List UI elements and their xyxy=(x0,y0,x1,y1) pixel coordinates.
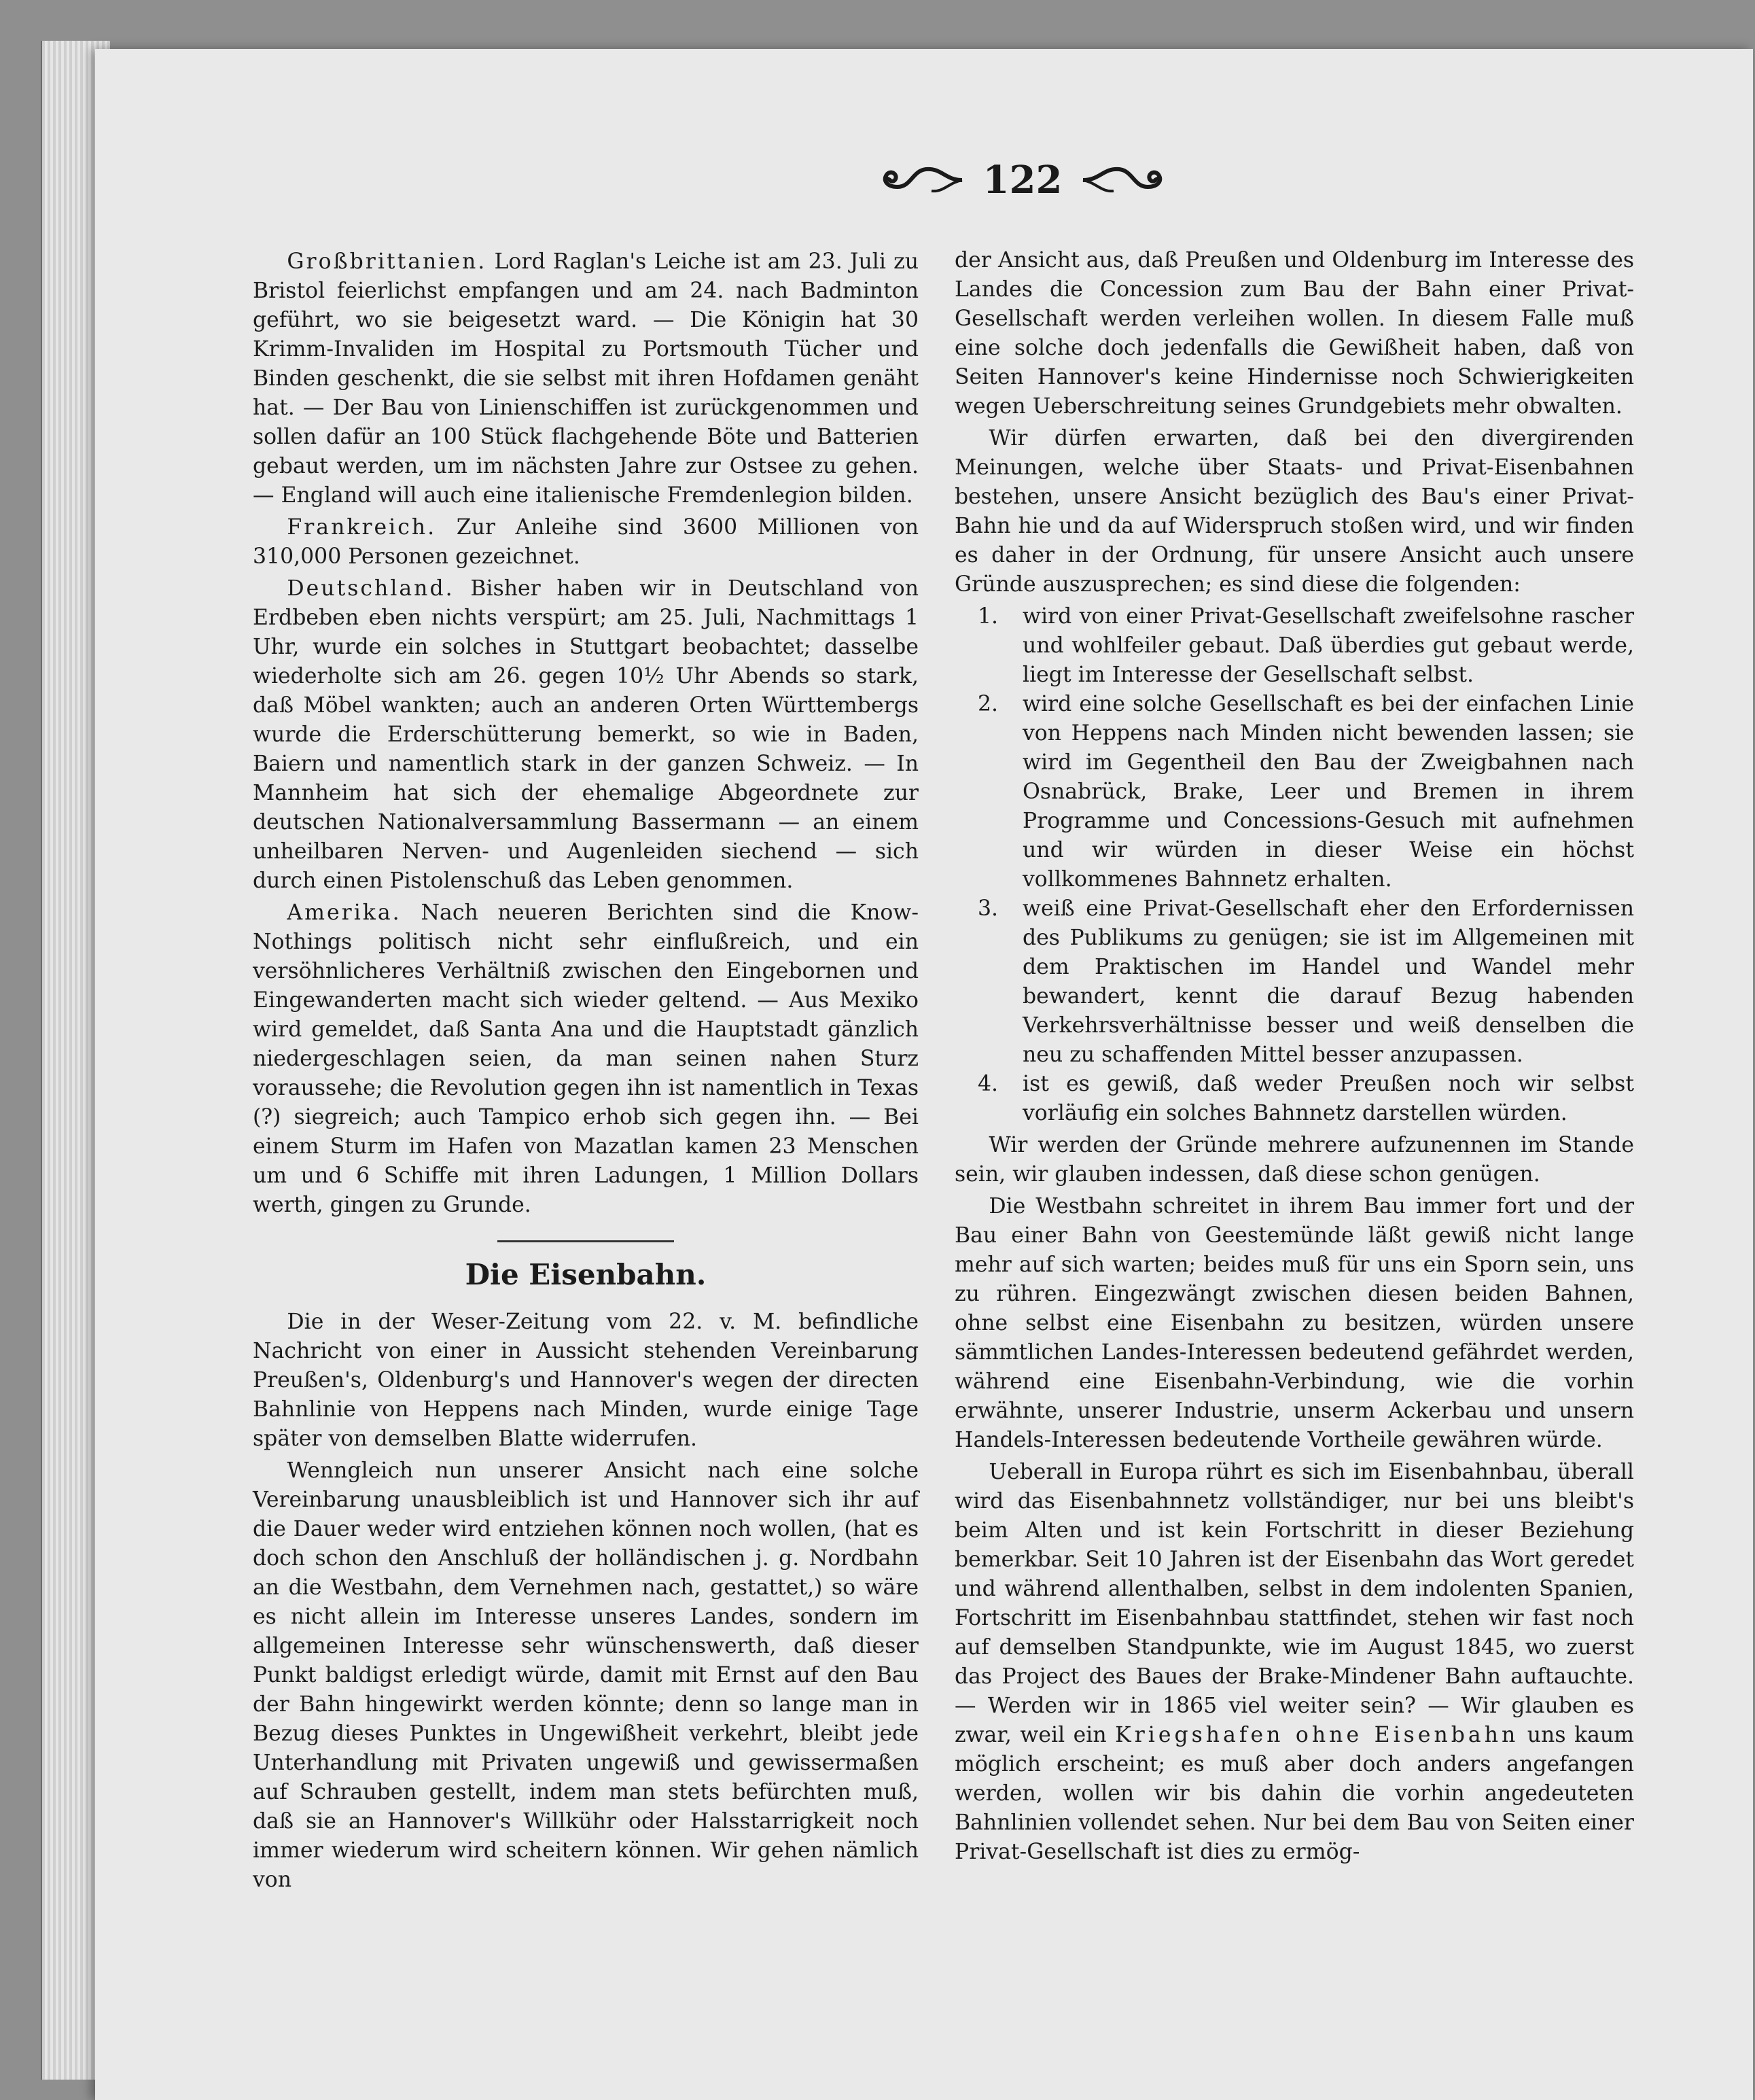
news-text-frankreich: Zur Anleihe sind 3600 Millionen von 310,000 Personen gezeichnet. xyxy=(253,515,919,569)
list-item-number: 3. xyxy=(978,896,999,921)
article-paragraph-reasons-intro: Wir dürfen erwarten, daß bei den divergirenden Meinungen, welche über Staats- und Privat-Eisenbahnen bestehen, unsere Ansicht bezüglich des Bau's einer Privat-Bahn hie und da auf Widerspruch stoßen wird, und wir finden es daher in der Ordnung, für unsere Ansicht auch unsere Gründe auszusprechen; es sind diese die folgenden: xyxy=(955,426,1634,597)
news-text-deutschland: Bisher haben wir in Deutschland von Erdbeben eben nichts verspürt; am 25. Juli, Nachmittags 1 Uhr, wurde ein solches in Stuttgart beobachtet; dasselbe wiederholte sich am 26. gegen 10½ Uhr Abends so stark, daß Möbel wankten; auch an anderen Orten Württembergs wurde die Erderschütterung bemerkt, so wie in Baden, Baiern und namentlich stark in der ganzen Schweiz. — In Mannheim hat sich der ehemalige Abgeordnete zur deutschen Nationalversammlung Bassermann — an einem unheilbaren Nerven- und Augenleiden siechend — sich durch einen Pistolenschuß das Leben genommen. xyxy=(253,576,919,893)
news-frankreich xyxy=(253,513,919,572)
europa-text: Ueberall in Europa rührt es sich im Eisenbahnbau, überall wird das Eisenbahnnetz vollständiger, nur bei uns bleibt's beim Alten und ist kein Fortschritt in dieser Beziehung bemerkbar. Seit 10 Jahren ist der Eisenbahn das Wort geredet und während allenthalben, selbst in dem indolenten Spanien, Fortschritt im Eisenbahnbau stattfindet, stehen wir fast noch auf demselben Standpunkte, wie im August 1845, wo zuerst das Project des Baues der Brake-Mindener Bahn auftauchte. — Werden wir in 1865 viel weiter sein? — Wir glauben es zwar, weil ein xyxy=(955,1460,1634,1747)
flourish-right-ornament xyxy=(1080,160,1168,200)
article-paragraph-europa xyxy=(955,1458,1634,1867)
news-lead-frankreich: Frankreich. xyxy=(287,515,437,540)
page-number: 122 xyxy=(982,158,1063,203)
news-grossbritannien xyxy=(253,247,919,510)
list-item-text: wird eine solche Gesellschaft es bei der einfachen Linie von Heppens nach Minden nicht bewenden lassen; sie wird im Gegentheil den Bau der Zweigbahnen nach Osnabrück, Brake, Leer und Bremen in ihrem Programme und Concessions-Gesuch mit aufnehmen und wir würden in dieser Weise ein höchst vollkommenes Bahnnetz erhalten. xyxy=(1023,692,1634,892)
news-deutschland xyxy=(253,574,919,896)
article-paragraph-more-reasons: Wir werden der Gründe mehrere aufzunennen im Stande sein, wir glauben indessen, daß diese schon genügen. xyxy=(955,1133,1634,1187)
left-column xyxy=(253,247,919,1897)
article-paragraph-continued: der Ansicht aus, daß Preußen und Oldenburg im Interesse des Landes die Concession zum Bau der Bahn einer Privat-Gesellschaft werden verleihen wollen. In diesem Falle muß eine solche doch jedenfalls die Gewißheit haben, daß von Seiten Hannover's keine Hindernisse noch Schwierigkeiten wegen Ueberschreitung seines Grundgebiets mehr obwalten. xyxy=(955,248,1634,419)
europa-text-tail: uns kaum möglich erscheint; es muß aber doch anders angefangen werden, wollen wir bis dahin die vorhin angedeuteten Bahnlinien vollendet sehen. Nur bei dem Bau von Seiten einer Privat-Gesellschaft ist dies zu ermög- xyxy=(955,1723,1635,1864)
news-amerika xyxy=(253,898,919,1220)
right-column xyxy=(955,246,1634,1870)
list-item-number: 1. xyxy=(978,604,999,629)
list-item-number: 2. xyxy=(978,692,999,716)
flourish-left-ornament xyxy=(877,160,965,200)
list-item-text: wird von einer Privat-Gesellschaft zweifelsohne rascher und wohlfeiler gebaut. Daß überdies gut gebaut werde, liegt im Interesse der Gesellschaft selbst. xyxy=(1023,604,1634,687)
book-page xyxy=(95,49,1753,2100)
page-header xyxy=(863,136,1182,224)
list-item-text: weiß eine Privat-Gesellschaft eher den Erfordernissen des Publikums zu genügen; sie ist im Allgemeinen mit dem Praktischen im Handel und Wandel mehr bewandert, kennt die darauf Bezug habenden Verkehrsverhältnisse besser und weiß denselben die neu zu schaffenden Mittel besser anzupassen. xyxy=(1023,896,1634,1067)
news-lead-deutschland: Deutschland. xyxy=(287,576,455,601)
article-title: Die Eisenbahn. xyxy=(465,1258,707,1291)
news-text-amerika: Nach neueren Berichten sind die Know-Nothings politisch nicht sehr einflußreich, und ein versöhnlicheres Verhältniß zwischen den Eingebornen und Eingewanderten macht sich wieder geltend. — Aus Mexiko wird gemeldet, daß Santa Ana und die Hauptstadt gänzlich niedergeschlagen seien, da man seinen nahen Sturz voraussehe; die Revolution gegen ihn ist namentlich in Texas (?) siegreich; auch Tampico erhob sich gegen ihn. — Bei einem Sturm im Hafen von Mazatlan kamen 23 Menschen um und 6 Schiffe mit ihren Ladungen, 1 Million Dollars werth, gingen zu Grunde. xyxy=(253,900,919,1217)
list-item xyxy=(955,602,1634,690)
article-paragraph-westbahn: Die Westbahn schreitet in ihrem Bau immer fort und der Bau einer Bahn von Geestemünde läßt gewiß nicht lange mehr auf sich warten; beides muß für uns ein Sporn sein, uns zu rühren. Eingezwängt zwischen diesen beiden Bahnen, ohne selbst eine Eisenbahn zu besitzen, würden unsere sämmtlichen Landes-Interessen bedeutend gefährdet werden, während eine Eisenbahn-Verbindung, wie die vorhin erwähnte, unserer Industrie, unserm Ackerbau und unsern Handels-Interessen bedeutende Vortheile gewähren würde. xyxy=(955,1194,1634,1452)
list-item-text: ist es gewiß, daß weder Preußen noch wir selbst vorläufig ein solches Bahnnetz darstellen würden. xyxy=(1023,1072,1634,1125)
news-lead-grossbritannien: Großbrittanien. xyxy=(287,249,487,274)
reasons-list xyxy=(955,602,1634,1128)
list-item xyxy=(955,1070,1634,1128)
section-divider xyxy=(497,1240,674,1242)
list-item xyxy=(955,690,1634,894)
news-text-grossbritannien: Lord Raglan's Leiche ist am 23. Juli zu Bristol feierlichst empfangen und am 24. nach Badminton geführt, wo sie beigesetzt ward. — Die Königin hat 30 Krimm-Invaliden im Hospital zu Portsmouth Tücher und Binden geschenkt, die sie selbst mit ihren Hofdamen genäht hat. — Der Bau von Linienschiffen ist zurückgenommen und sollen dafür an 100 Stück flachgehende Böte und Batterien gebaut werden, um im nächsten Jahre zur Ostsee zu gehen. — England will auch eine italienische Fremdenlegion bilden. xyxy=(253,249,919,508)
europa-spaced-phrase: Kriegshafen ohne Eisenbahn xyxy=(1115,1723,1519,1747)
article-paragraph-2: Wenngleich nun unserer Ansicht nach eine solche Vereinbarung unausbleiblich ist und Hannover sich ihr auf die Dauer weder wird entziehen können noch wollen, (hat es doch schon den Anschluß der holländischen j. g. Nordbahn an die Westbahn, dem Vernehmen nach, gestattet,) so wäre es nicht allein im Interesse unseres Landes, sondern im allgemeinen Interesse sehr wünschenswerth, daß dieser Punkt baldigst erledigt würde, damit mit Ernst auf den Bau der Bahn hingewirkt werden könnte; denn so lange man in Bezug dieses Punktes in Ungewißheit verkehrt, bleibt jede Unterhandlung mit Privaten ungewiß und gewissermaßen auf Schrauben gestellt, indem man stets befürchten muß, daß sie an Hannover's Willkühr oder Halsstarrigkeit noch immer wiederum wird scheitern können. Wir gehen nämlich von xyxy=(253,1458,919,1892)
list-item xyxy=(955,894,1634,1070)
news-lead-amerika: Amerika. xyxy=(287,900,402,925)
article-paragraph-1: Die in der Weser-Zeitung vom 22. v. M. befindliche Nachricht von einer in Aussicht stehenden Vereinbarung Preußen's, Oldenburg's und Hannover's wegen der directen Bahnlinie von Heppens nach Minden, wurde einige Tage später von demselben Blatte widerrufen. xyxy=(253,1310,919,1451)
list-item-number: 4. xyxy=(978,1072,999,1096)
